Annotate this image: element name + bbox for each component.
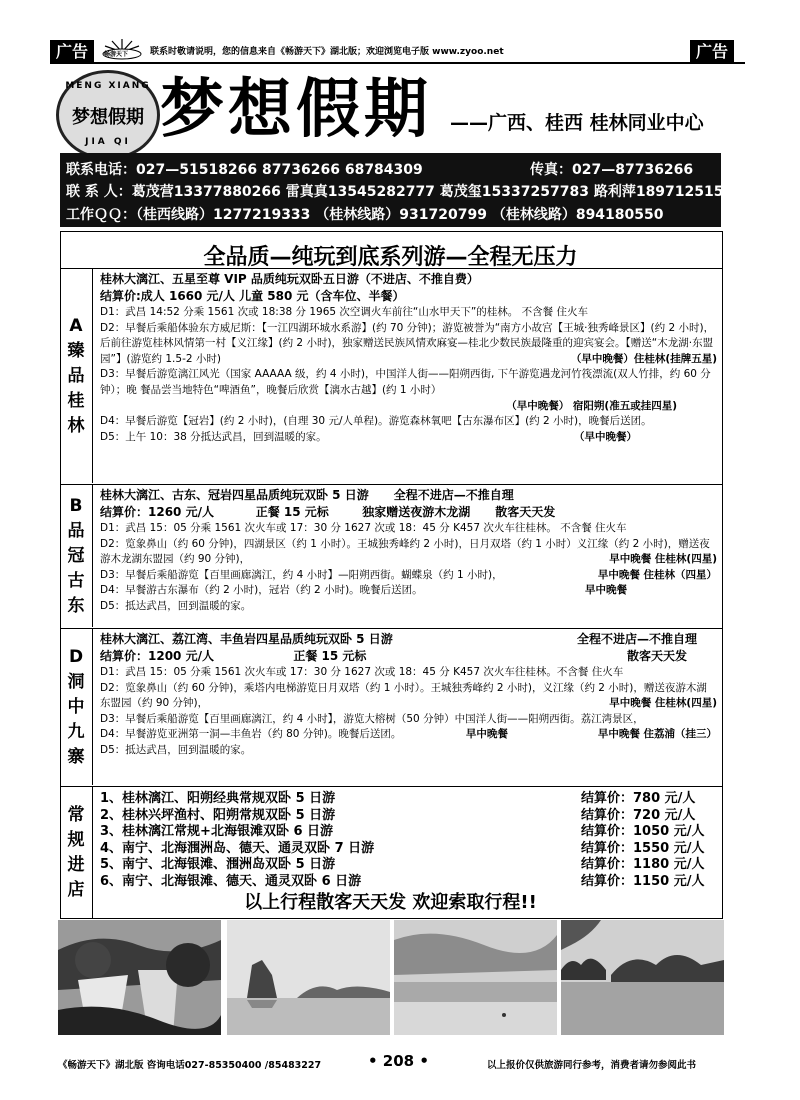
tour-title: 桂林大漓江、荔江湾、丰鱼岩四星品质纯玩双卧 5 日游 全程不进店—不推自理 [100,632,697,646]
section-d [60,628,723,785]
page-number: • 208 • [368,1052,429,1070]
day-2: D2：览象鼻山（约 60 分钟)，四湖景区（约 1 小时）。王城独秀峰约 2 小时)，日月双塔（约 1 小时）义江缘（约 2 小时)，赠送夜游木龙湖东盟园（约 90 分钟)， 早中晚餐 住桂林(四星) [100,537,717,568]
label-char: 品 [67,520,85,541]
ad-label-left: 广告 [50,40,94,64]
day-3-meals: （早中晚餐） 宿阳朔(准五或挂四星) [506,399,677,412]
closing-text: 以上行程散客天天发 欢迎索取行程!! [244,892,537,913]
bay-image [561,920,724,1035]
day-3-meals: 早中晚餐 住桂林（四星） [597,568,717,581]
tour-price: 结算价：1200 元/人 正餐 15 元标 散客天天发 [100,649,687,663]
regular-tour-list [100,791,713,890]
label-char: 常 [67,804,85,825]
day-1: D1：武昌 15：05 分乘 1561 次火车或 17：30 分 1627 次或 18：45 分 K457 次火车往桂林。 不含餐 住火车 [100,522,627,534]
logo-bottom-text: JIA QI [85,137,131,147]
source-notice: 联系时敬请说明，您的信息来自《畅游天下》湖北版；欢迎浏览电子版 www.zyoo.net [150,47,504,57]
list-item: 6、南宁、北海银滩、德天、通灵双卧 6 日游 结算价：1150 元/人 [100,873,705,889]
ad-label-right: 广告 [690,40,734,64]
day-3: D3：早餐后乘船游览【百里画廊漓江，约 4 小时】，游览大榕树（50 分钟）中国洋人街——阳朔西街。荔江湾景区， 早中晚餐 住荔浦（挂三） [100,712,717,728]
footer-right: 以上报价仅供旅游同行参考，消费者请勿参阅此书 [487,1060,697,1071]
tour-price-tail: 散客天天发 [626,649,687,663]
beach-image [394,920,557,1035]
day-4-meals: 早中晚餐 [465,728,508,741]
logo-top-text: MENG XIANG [65,81,151,91]
magazine-logo [100,38,144,60]
day-2: D2：览象鼻山（约 60 分钟)，乘塔内电梯游览日月双塔（约 1 小时）。王城独秀峰约 2 小时)，义江缘（约 2 小时)，赠送夜游木湖东盟园（约 90 分钟)， 早中晚餐 住桂林(四星) [100,681,717,712]
section-b-label [60,485,93,627]
day-3: D3：早餐后游览漓江风光（国家 AAAAA 级，约 4 小时)，中国洋人街——阳朔西街, 下午游览遇龙河竹筏漂流(双人竹排，约 60 分钟）；晚 餐品尝当地特色“啤酒鱼”，晚餐后欣赏【漓水古越】(约 1 小时） [100,368,711,396]
label-char: 九 [67,721,85,742]
day-1: D1：武昌 15：05 分乘 1561 次火车或 17：30 分 1627 次或 18：45 分 K457 次火车往桂林。不含餐 住火车 [100,666,624,678]
tour-title: 桂林大漓江、古东、冠岩四星品质纯玩双卧 5 日游 全程不进店—不推自理 [100,488,514,502]
day-1: D1：武昌 14:52 分乘 1561 次或 18:38 分 1965 次空调火车前往“山水甲天下”的桂林。 不含餐 住火车 [100,306,588,318]
contact-people: 联 系 人：葛茂营13377880266 雷真真13545282777 葛茂玺15337257783 路利萍18971251563 [66,184,743,200]
beach-photo [394,920,557,1035]
karst-river-photo [227,920,390,1035]
section-a [60,268,723,483]
contact-phone: 联系电话：027—51518266 87736266 68784309 [66,162,423,178]
tour-price: 结算价:成人 1660 元/人 儿童 580 元（含车位、半餐） [100,289,405,303]
label-char: 店 [67,879,85,900]
list-item: 3、桂林漓江常规+北海银滩双卧 6 日游 结算价：1050 元/人 [100,824,705,839]
karst-river-image [227,920,390,1035]
label-char: 林 [67,415,85,436]
tour-price: 结算价：1260 元/人 正餐 15 元标 独家赠送夜游木龙湖 散客天天发 [100,505,556,519]
label-char: D [68,646,84,667]
tour-title: 桂林大漓江、五星至尊 VIP 品质纯玩双卧五日游（不进店、不推自费） [100,272,479,286]
day-3-meals: 早中晚餐 住荔浦（挂三） [597,728,717,741]
logo-main-text: 梦想假期 [72,107,144,128]
list-item: 4、南宁、北海涠洲岛、德天、通灵双卧 7 日游 结算价：1550 元/人 [100,840,705,856]
day-4: D4：早餐后游览【冠岩】(约 2 小时)，(自理 30 元/人单程)。游览森林氧吧【古东瀑布区】(约 2 小时)，晚餐后送团。 （早中晚餐） [100,414,717,430]
day-4: D4：早餐游览亚洲第一洞—丰鱼岩（约 80 分钟)。晚餐后送团。 早中晚餐 [100,727,717,743]
company-logo [56,70,160,160]
contact-panel [60,153,743,227]
day-5: D5：抵达武昌，回到温暖的家。 [100,743,252,756]
contact-fax: 传真：027—87736266 [530,162,694,178]
day-4: D4：早餐游古东瀑布（约 2 小时)，冠岩（约 2 小时)。晚餐后送团。 早中晚餐 [100,583,717,599]
day-4-meals: （早中晚餐） [574,430,637,443]
label-char: 品 [67,365,85,386]
bay-photo [561,920,724,1035]
waterfall-image [58,920,221,1035]
label-char: 古 [67,570,85,591]
label-char: A [69,315,83,336]
brand-tagline: ——广西、桂西 桂林同业中心 [450,112,704,134]
day-4-meals: 早中晚餐 [585,584,627,597]
list-item: 1、桂林漓江、阳朔经典常规双卧 5 日游 结算价：780 元/人 [100,791,696,806]
section-a-label [60,269,93,483]
label-char: 桂 [67,390,85,411]
contact-qq: 工作ＱＱ：（桂西线路）1277219333 （桂林线路）931720799 （桂林线路）894180550 [66,207,664,223]
section-b [60,484,723,627]
tour-title-tail: 全程不进店—不推自理 [576,632,697,646]
day-2-meals: 早中晚餐 住桂林(四星) [609,697,717,710]
label-char: 中 [67,696,85,717]
section-a-content [100,271,717,445]
day-2: D2：早餐后乘船体验东方威尼斯：【一江四湖环城水系游】(约 70 分钟)；游览被誉为“南方小故宫【王城·独秀峰景区】(约 2 小时)，后前往游览桂林风情第一村【义江缘】(约 2 小时)，独家赠送民族风情欢麻宴—桂北少数民族最隆重的迎宾宴会。【赠送“木龙湖·东盟园”】(游览约 1.5-2 小时) （早中晚餐）住桂林(挂牌五星) [100,321,717,368]
section-b-content [100,487,717,615]
list-item: 2、桂林兴坪渔村、阳朔常规双卧 5 日游 结算价：720 元/人 [100,807,696,823]
slogan-heading: 全品质—纯玩到底系列游—全程无压力 [203,245,578,270]
day-2-meals: （早中晚餐）住桂林(挂牌五星) [570,352,717,365]
waterfall-photo [58,920,221,1035]
label-char: 寨 [67,746,85,767]
magazine-logo-text: 畅游天下 [104,51,129,58]
label-char: 规 [67,829,85,850]
label-char: 进 [67,854,85,875]
day-3: D3：早餐后乘船游览【百里画廊漓江，约 4 小时】—阳朔西街。蝴蝶泉（约 1 小时)， 早中晚餐 住桂林（四星） [100,568,717,584]
top-rule [50,62,745,64]
section-d-label [60,629,93,785]
list-item: 5、南宁、北海银滩、涠洲岛双卧 5 日游 结算价：1180 元/人 [100,857,705,872]
section-d-content [100,631,717,759]
footer-left: 《畅游天下》湖北版 咨询电话027-85350400 /85483227 [58,1060,322,1071]
label-char: 冠 [67,545,85,566]
label-char: B [69,495,83,516]
day-2-meals: 早中晚餐 住桂林(四星) [609,553,717,566]
label-char: 臻 [67,340,85,361]
label-char: 东 [67,595,85,616]
day-5: D5：上午 10：38 分抵达武昌，回到温暖的家。 [100,430,327,443]
label-char: 洞 [67,671,85,692]
brand-title: 梦想假期 [160,72,432,147]
day-5: D5：抵达武昌，回到温暖的家。 [100,599,252,612]
